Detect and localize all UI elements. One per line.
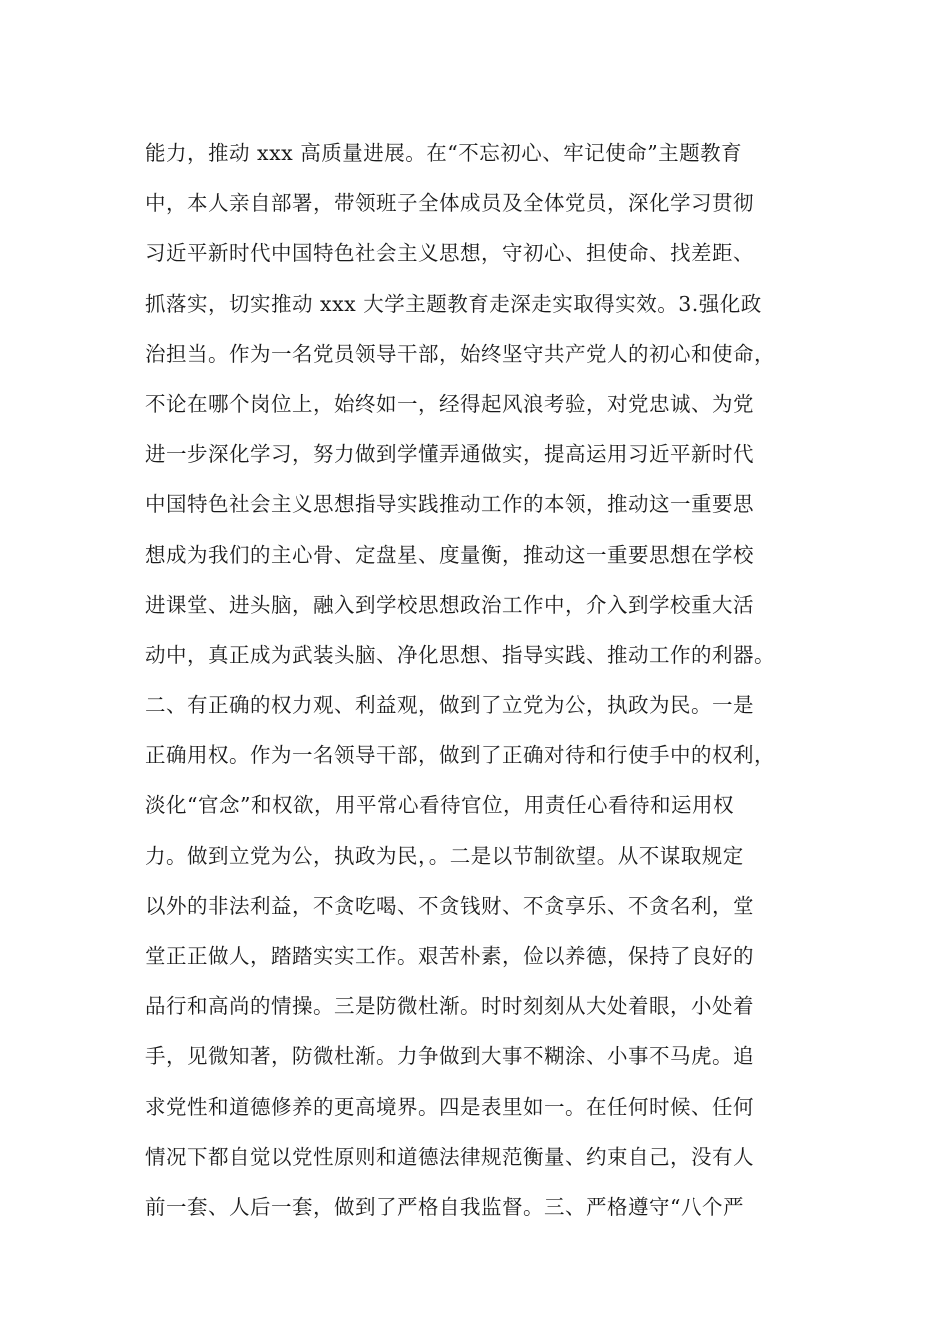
text-line: 求党性和道德修养的更高境界。四是表里如一。在任何时候、任何 bbox=[145, 1094, 754, 1119]
text-line: 习近平新时代中国特色社会主义思想，守初心、担使命、找差距、 bbox=[145, 241, 754, 266]
text-line: 不论在哪个岗位上，始终如一，经得起风浪考验，对党忠诚、为党 bbox=[145, 391, 754, 416]
text-line: 手，见微知著，防微杜渐。力争做到大事不糊涂、小事不马虎。追 bbox=[145, 1044, 754, 1069]
text-line: 进一步深化学习，努力做到学懂弄通做实，提高运用习近平新时代 bbox=[145, 442, 754, 467]
text-line: 中国特色社会主义思想指导实践推动工作的本领，推动这一重要思 bbox=[145, 492, 754, 517]
text-line: 能力，推动 xxx 高质量进展。在“不忘初心、牢记使命”主题教育 bbox=[145, 141, 743, 165]
body-text bbox=[145, 128, 825, 1232]
text-line: 情况下都自觉以党性原则和道德法律规范衡量、约束自己，没有人 bbox=[145, 1144, 754, 1169]
text-line: 中，本人亲自部署，带领班子全体成员及全体党员，深化学习贯彻 bbox=[145, 191, 754, 216]
text-line: 治担当。作为一名党员领导干部，始终坚守共产党人的初心和使命， bbox=[145, 341, 775, 366]
text-line: 进课堂、进头脑，融入到学校思想政治工作中，介入到学校重大活 bbox=[145, 592, 754, 617]
text-line: 前一套、人后一套，做到了严格自我监督。三、严格遵守“八个严 bbox=[145, 1194, 744, 1219]
text-line: 品行和高尚的情操。三是防微杜渐。时时刻刻从大处着眼，小处着 bbox=[145, 994, 754, 1019]
text-line: 淡化“官念”和权欲，用平常心看待官位，用责任心看待和运用权 bbox=[145, 793, 734, 818]
text-line: 动中，真正成为武装头脑、净化思想、指导实践、推动工作的利器。 bbox=[145, 642, 775, 667]
text-line: 正确用权。作为一名领导干部，做到了正确对待和行使手中的权利， bbox=[145, 743, 775, 768]
text-line: 堂正正做人，踏踏实实工作。艰苦朴素，俭以养德，保持了良好的 bbox=[145, 944, 754, 968]
text-line: 力。做到立党为公，执政为民，。二是以节制欲望。从不谋取规定 bbox=[145, 843, 744, 868]
text-line: 二、有正确的权力观、利益观，做到了立党为公，执政为民。一是 bbox=[145, 693, 754, 718]
text-line: 以外的非法利益，不贪吃喝、不贪钱财、不贪享乐、不贪名利，堂 bbox=[145, 893, 754, 918]
text-line: 抓落实，切实推动 xxx 大学主题教育走深走实取得实效。3.强化政 bbox=[145, 291, 762, 316]
text-line: 想成为我们的主心骨、定盘星、度量衡，推动这一重要思想在学校 bbox=[145, 542, 754, 567]
